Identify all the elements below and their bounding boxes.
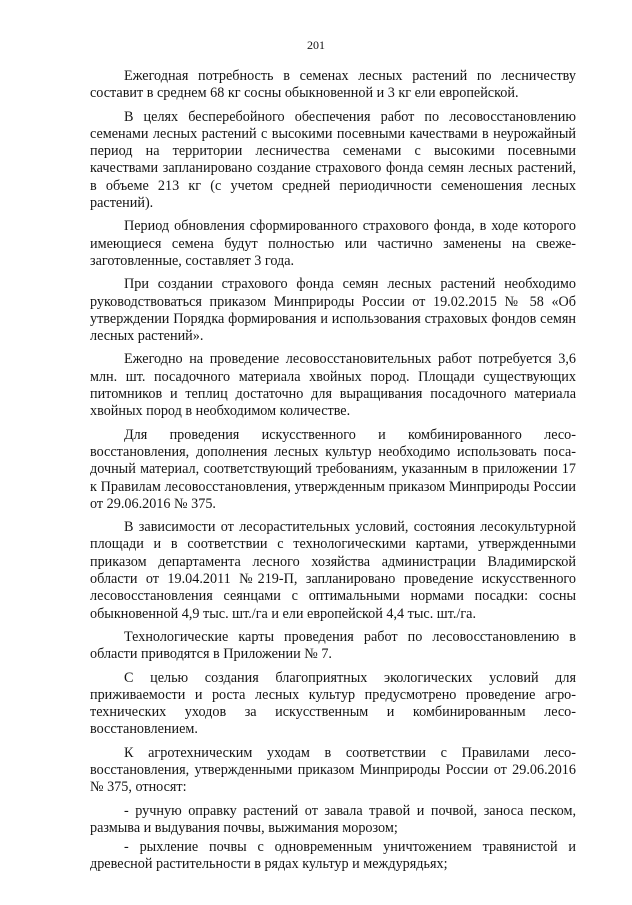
- list-item: - ручную оправку растений от завала травой и почвой, заноса песком, размыва и выдувания почвы, выжимания морозом;: [90, 802, 576, 836]
- paragraph-planting-norms: В зависимости от лесорастительных условий, состояния лесокультурной площади и в соответствии с технологическими картами, утвержденными приказом департамента лесного хозяйства администрации Владимирской области от 19.04.2011 №219-П, запланировано проведение искусственного лесовосстановления сеянцами с оптимальными нормами посадки: сосны обыкновенной 4,9 тыс. шт./га и ели европейской 4,4 тыс. шт./га.: [90, 519, 576, 622]
- paragraph-ministry-order: При создании страхового фонда семян лесных растений необходимо руководствоваться приказом Минприроды России от 19.02.2015 № 58 «Об утверждении Порядка формирования и использования страховых фондов семян лесных растений».: [90, 276, 576, 345]
- paragraph-reforestation-requirements: Для проведения искусственного и комбинированного лесовосстановления, дополнения лесных культур необходимо использовать посадочный материал, соответствующий требованиям, указанным в приложении 17 к Правилам лесовосстановления, утвержденным приказом Минприроды России от 29.06.2016 № 375.: [90, 426, 576, 512]
- paragraph-care-list-intro: К агротехническим уходам в соответствии с Правилами лесовосстановления, утвержденными приказом Минприроды России от 29.06.2016 № 375, относят:: [90, 744, 576, 796]
- paragraph-fund-renewal: Период обновления сформированного страхового фонда, в ходе которого имеющиеся семена будут полностью или частично заменены на свежезаготовленные, составляет 3 года.: [90, 218, 576, 269]
- paragraph-agrotechnical-care: С целью создания благоприятных экологических условий для приживаемости и роста лесных культур предусмотрено проведение агротехнических уходов за искусственным и комбинированным лесовосстановлением.: [90, 669, 576, 738]
- paragraph-technology-maps: Технологические карты проведения работ по лесовосстановлению в области приводятся в Приложении № 7.: [90, 628, 576, 663]
- paragraph-insurance-fund: В целях бесперебойного обеспечения работ по лесовосстановлению семенами лесных растений с высокими посевными качествами в неурожайный период на территории лесничества семенами с высокими посевными качествами запланировано создание страхового фонда семян лесных растений, в объеме 213 кг (с учетом средней периодичности семеношения лесных растений).: [90, 108, 576, 212]
- paragraph-planting-material: Ежегодно на проведение лесовосстановительных работ потребуется 3,6 млн. шт. посадочного материала хвойных пород. Площади существующих питомников и теплиц достаточно для выращивания посадочного материала хвойных пород в необходимом количестве.: [90, 351, 576, 420]
- page-number: 201: [307, 38, 325, 52]
- paragraph-seed-demand: Ежегодная потребность в семенах лесных растений по лесничеству составит в среднем 68 кг сосны обыкновенной и 3 кг ели европейской.: [90, 68, 576, 102]
- page-body: [90, 68, 576, 876]
- list-item: - рыхление почвы с одновременным уничтожением травянистой и древесной растительности в рядах культур и междурядьях;: [90, 839, 576, 873]
